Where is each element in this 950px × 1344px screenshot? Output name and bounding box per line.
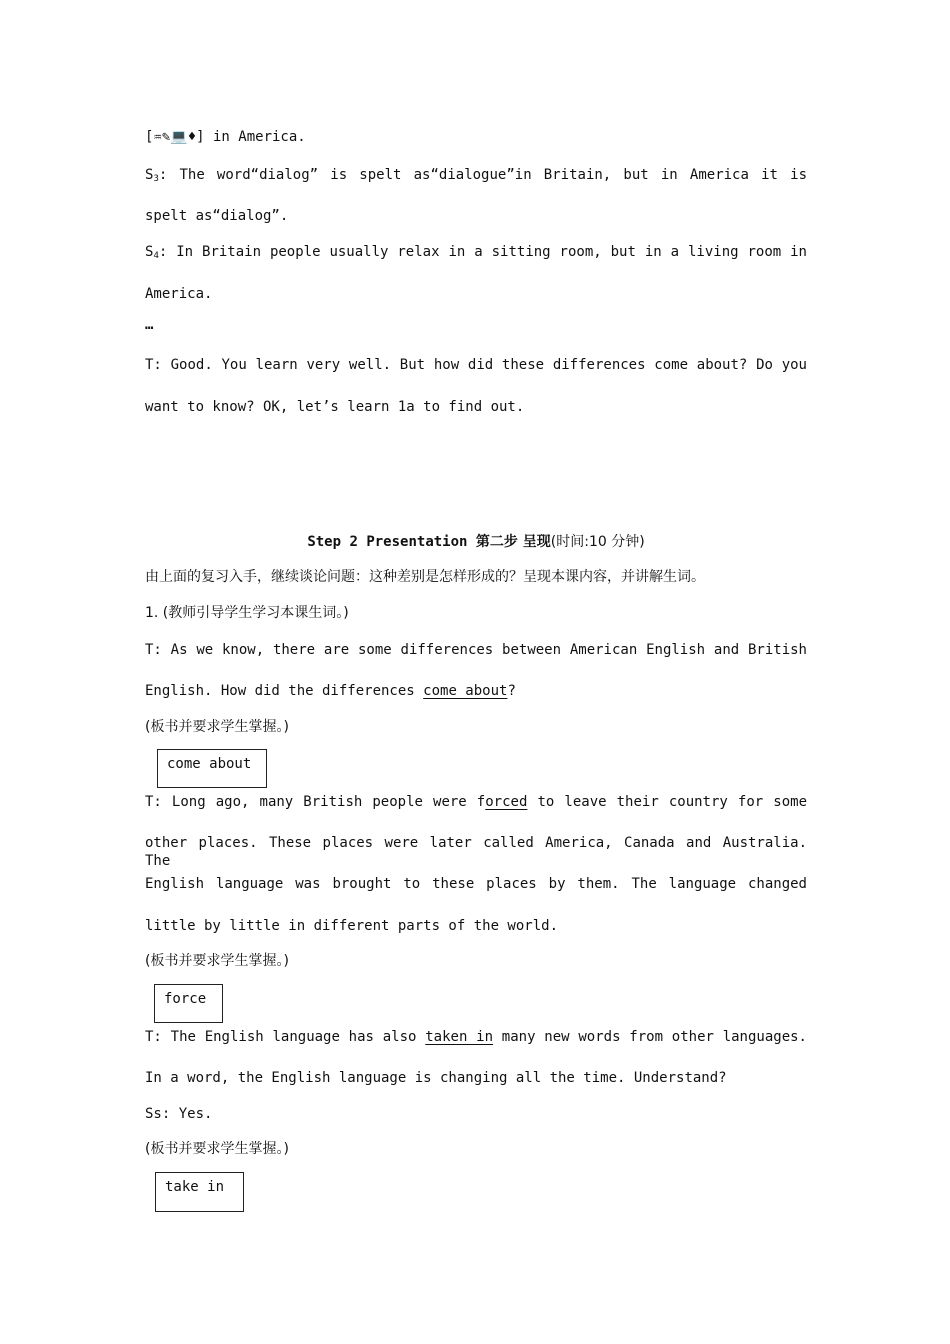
teacher-line: T: The English language has also taken in many new words from other languages. [145, 1029, 807, 1045]
teacher-line-cont: little by little in different parts of the world. [145, 918, 559, 934]
symbol-glyphs: [♒✎💻♦] [145, 129, 205, 145]
teacher-line-cont: English language was brought to these places by them. The language changed [145, 876, 807, 892]
intro-text: 由上面的复习入手，继续谈论问题：这种差别是怎样形成的？呈现本课内容，并讲解生词。 [145, 569, 705, 585]
teacher-line: T: Long ago, many British people were forced to leave their country for some [145, 794, 807, 810]
vocab-box: force [154, 984, 223, 1023]
item-1: 1. (教师引导学生学习本课生词。) [145, 605, 349, 621]
vocab-box: take in [155, 1172, 244, 1212]
teacher-line: T: Good. You learn very well. But how did these differences come about? Do you [145, 357, 807, 373]
s3-line-cont: spelt as“dialog”. [145, 208, 289, 224]
board-note: (板书并要求学生掌握。) [145, 719, 289, 735]
teacher-line: T: As we know, there are some differences between American English and British [145, 642, 807, 658]
text-line: [♒✎💻♦] in America. [145, 129, 306, 145]
board-note: (板书并要求学生掌握。) [145, 1141, 289, 1157]
s4-line: $S_4$: In Britain people usually relax in a sitting room, but in a living room in [145, 244, 807, 261]
ellipsis: … [145, 317, 154, 333]
teacher-line-cont: want to know? OK, let’s learn 1a to find out. [145, 399, 525, 415]
vocab-box: come about [157, 749, 267, 788]
teacher-line-cont: In a word, the English language is changing all the time. Understand? [145, 1070, 727, 1086]
board-note: (板书并要求学生掌握。) [145, 953, 289, 969]
s4-line-cont: America. [145, 286, 213, 302]
teacher-line-cont: other places. These places were later called America, Canada and Australia. The [145, 835, 807, 869]
s3-line: $S_3$: The word“dialog” is spelt as“dialogue”in Britain, but in America it is [145, 167, 807, 184]
teacher-line-cont: English. How did the differences come about? [145, 683, 516, 699]
students-line: Ss: Yes. [145, 1106, 213, 1122]
step-heading: Step 2 Presentation 第二步 呈现(时间:10 分钟) [307, 534, 645, 550]
